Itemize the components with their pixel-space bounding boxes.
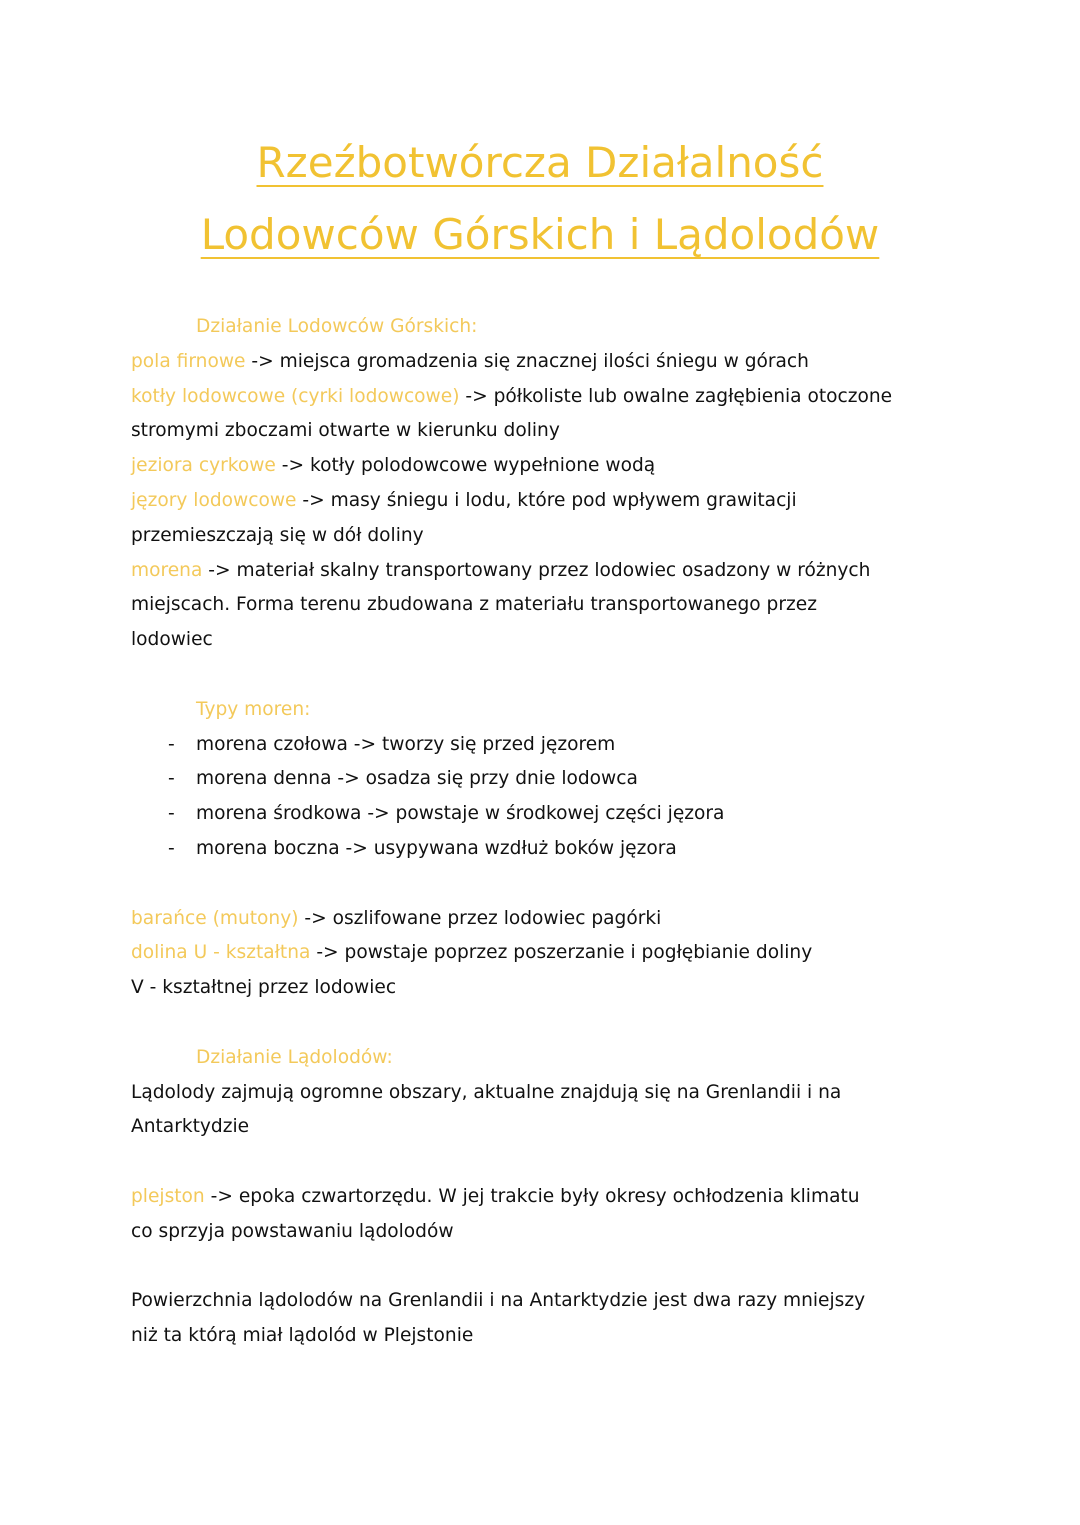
section-heading-mountain-glaciers: Działanie Lodowców Górskich: xyxy=(196,316,478,337)
dash-bullet-icon: - xyxy=(168,733,175,755)
definition-text: co sprzyja powstawaniu lądolodów xyxy=(131,1220,454,1242)
moraine-list xyxy=(131,728,892,867)
surface-paragraph xyxy=(131,1284,892,1354)
definition-entry xyxy=(131,936,892,1006)
definition-term: dolina U - kształtna xyxy=(131,942,311,964)
moraine-item-text: morena środkowa -> powstaje w środkowej części jęzora xyxy=(196,803,725,825)
definition-term: plejston xyxy=(131,1185,205,1207)
definition-entry xyxy=(131,484,892,554)
document-title-line-1: Rzeźbotwórcza Działalność xyxy=(256,138,824,187)
dash-bullet-icon: - xyxy=(168,837,175,859)
definition-entry xyxy=(131,449,892,484)
definition-text: -> miejsca gromadzenia się znacznej ilości śniegu w górach xyxy=(245,350,809,372)
dash-bullet-icon: - xyxy=(168,803,175,825)
moraine-item-text: morena boczna -> usypywana wzdłuż boków jęzora xyxy=(196,837,677,859)
definition-text: stromymi zboczami otwarte w kierunku doliny xyxy=(131,420,560,442)
definition-text: -> półkoliste lub owalne zagłębienia otoczone xyxy=(459,385,893,407)
definition-text: przemieszczają się w dół doliny xyxy=(131,524,424,546)
definition-text: V - kształtnej przez lodowiec xyxy=(131,977,397,999)
moraine-list-item xyxy=(131,728,892,763)
definition-entry xyxy=(131,554,892,658)
paragraph-line: Antarktydzie xyxy=(131,1116,250,1138)
moraine-item-text: morena czołowa -> tworzy się przed jęzorem xyxy=(196,733,616,755)
definition-term: kotły lodowcowe (cyrki lodowcowe) xyxy=(131,385,460,407)
paragraph-line: Powierzchnia lądolodów na Grenlandii i na Antarktydzie jest dwa razy mniejszy xyxy=(131,1290,866,1312)
definition-text: -> kotły polodowcowe wypełnione wodą xyxy=(275,455,656,477)
definition-text: miejscach. Forma terenu zbudowana z materiału transportowanego przez xyxy=(131,594,817,616)
moraine-list-item xyxy=(131,797,892,832)
definition-term: jęzory lodowcowe xyxy=(131,489,297,511)
definition-entry xyxy=(131,345,892,380)
definition-text: lodowiec xyxy=(131,629,213,651)
definition-entry xyxy=(131,902,892,937)
section-heading-moraine-types: Typy moren: xyxy=(196,698,311,720)
paragraph-line: Lądolody zajmują ogromne obszary, aktualne znajdują się na Grenlandii i na xyxy=(131,1081,842,1103)
definition-term: morena xyxy=(131,559,203,581)
moraine-list-item xyxy=(131,832,892,867)
paragraph-line: niż ta którą miał lądolód w Plejstonie xyxy=(131,1325,474,1347)
dash-bullet-icon: - xyxy=(168,768,175,790)
definition-text: -> materiał skalny transportowany przez lodowiec osadzony w różnych xyxy=(202,559,871,581)
definition-entry xyxy=(131,380,892,450)
mountain-glacier-definitions xyxy=(131,345,892,658)
definition-text: -> powstaje poprzez poszerzanie i pogłębianie doliny xyxy=(310,942,813,964)
document-title-line-2: Lodowców Górskich i Lądolodów xyxy=(200,210,880,259)
section-heading-ice-sheets: Działanie Lądolodów: xyxy=(196,1046,393,1068)
definition-text: -> oszlifowane przez lodowiec pagórki xyxy=(298,907,662,929)
document-body xyxy=(131,310,892,1354)
definition-plejston xyxy=(131,1180,892,1250)
definition-term: pola firnowe xyxy=(131,350,246,372)
definition-text: -> epoka czwartorzędu. W jej trakcie były okresy ochłodzenia klimatu xyxy=(204,1185,860,1207)
moraine-item-text: morena denna -> osadza się przy dnie lodowca xyxy=(196,768,638,790)
definition-term: jeziora cyrkowe xyxy=(131,455,276,477)
additional-landform-definitions xyxy=(131,902,892,1006)
definition-text: -> masy śniegu i lodu, które pod wpływem grawitacji xyxy=(296,489,797,511)
moraine-list-item xyxy=(131,762,892,797)
ice-sheets-intro xyxy=(131,1076,892,1146)
definition-term: barańce (mutony) xyxy=(131,907,299,929)
